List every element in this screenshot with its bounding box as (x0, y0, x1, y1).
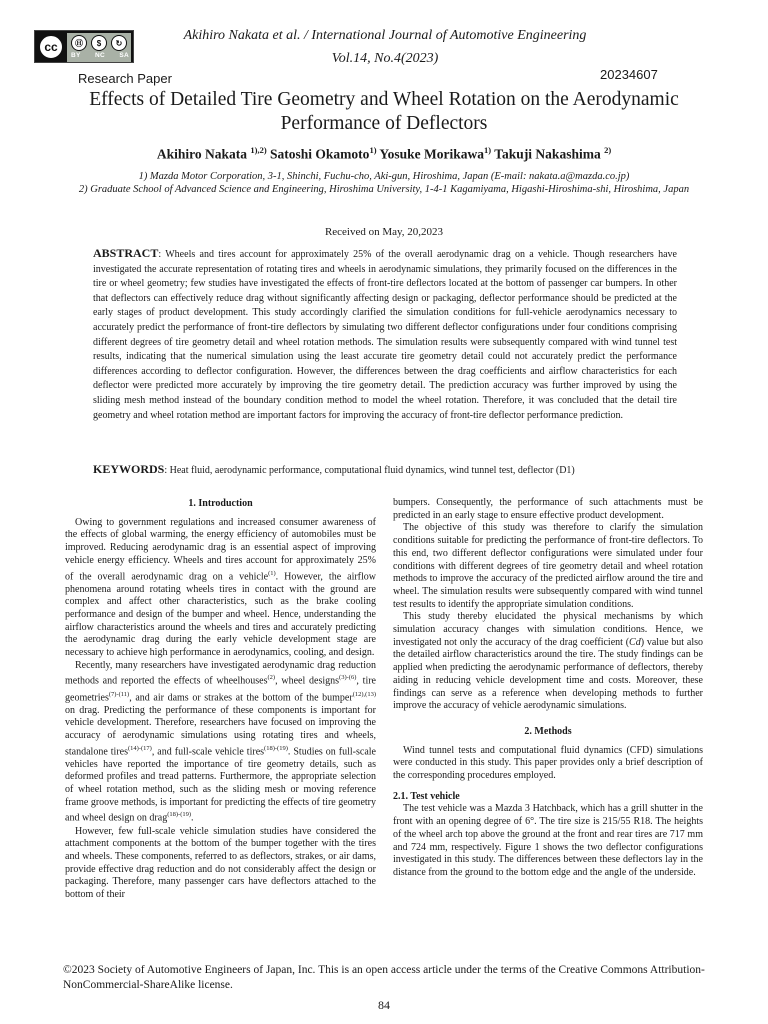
citation: (12),(13) (352, 690, 376, 698)
text-run: . However, the airflow phenomena around rotating wheels tires in contact with the ground are complex and affect other characteristics, such as the brake cooling performance and design of the bumper and wheel. Hence, understanding the airflow characteristics around the wheels and tires and accurately predicting the aerodynamic drag during the early vehicle development stage are necessary to achieve high performance in aerodynamics, cooling, and design. (65, 570, 377, 659)
license-code-sa: SA (119, 52, 129, 59)
spacer (393, 783, 703, 791)
text-run: . Studies on full-scale vehicles have reported the importance of tire geometry details, such as deformed profiles and tread patterns. Furthermore, the appropriate selection of wheel rotation method, such as the sliding mesh or moving reference frame groove methods, is important for predicting the effects of tire geometry and wheel design on drag (65, 745, 376, 824)
text-run: , tire geometries (65, 675, 376, 703)
abstract-text: : Wheels and tires account for approximately 25% of the overall aerodynamic drag on a vehicle. Though researchers have investigated the accurate representation of rotating tires and wheels in aerodynamic simulations, they primarily focused on the differences in the tire or wheel geometry; few studies have investigated the effects of front-tire deflectors located at the bottom of passenger car bumpers. In other that deflectors can effectively reduce drag without significantly affecting design or packaging, deflector performance should be predicted at the early stages of product development. This study accordingly clarified the simulation conditions for full-vehicle aerodynamics necessary to accurately predict the performance of front-tire deflectors by simulating two different deflector configurations under four conditions comprising different degrees of tire geometry detail and wheel rotation methods. The simulation results were subsequently compared with wind tunnel test results, indicating that the numerical simulation using the least accurate tire geometry detail could not accurately predict the performance differences according to deflector configuration. However, the differences between the drag coefficients and airflow characteristics for each deflector were predicted more accurately by improving the tire geometry detail. The prediction accuracy was further improved by using the sliding mesh method instead of the boundary condition method to model the wheel rotation. Therefore, it was concluded that the detail tire geometry and wheel rotation method are important factors for improving the accuracy of front-tire deflector performance prediction. (93, 249, 677, 421)
text-run: on drag. Predicting the performance of these components is important for vehicle development. Therefore, researchers have focused on improving the accuracy of aerodynamic simulations using rotating tires and wheels, standalone tires (65, 704, 376, 757)
affiliations (60, 170, 708, 196)
math-symbol: Cd (629, 636, 641, 648)
text-run: Owing to government regulations and increased consumer awareness of the effects of global warming, the energy efficiency of automobiles must be improved. Reducing aerodynamic drag is an essential aspect of improving vehicle energy efficiency. Wheels and tires account for approximately 25% of the overall aerodynamic drag on a vehicle (65, 516, 376, 582)
author-name: Akihiro Nakata (156, 146, 247, 162)
paragraph: Wind tunnel tests and computational fluid dynamics (CFD) simulations were conducted in this study. This paper provides only a brief description of the corresponding procedures employed. (393, 744, 703, 782)
affiliation-1: 1) Mazda Motor Corporation, 3-1, Shinchi, Fuchu-cho, Aki-gun, Hiroshima, Japan (E-mail: nakata.a@mazda.co.jp) (138, 171, 630, 182)
paragraph: bumpers. Consequently, the performance of such attachments must be predicted in an early stage to ensure effective product development. (393, 497, 703, 521)
text-run: , and air dams or strakes at the bottom of the bumper (129, 691, 353, 703)
author-affiliation-mark: 1) (484, 145, 492, 155)
keywords-label: KEYWORDS (93, 462, 165, 476)
section-heading-methods: 2. Methods (524, 725, 572, 737)
author-list (40, 145, 728, 163)
cc-license-badge (34, 30, 134, 63)
journal-running-head: Akihiro Nakata et al. / International Journal of Automotive Engineering (183, 28, 587, 43)
paragraph (65, 517, 376, 660)
author-name: Satoshi Okamoto (270, 146, 370, 162)
section-heading-introduction: 1. Introduction (188, 498, 253, 509)
received-date: Received on May, 20,2023 (324, 226, 444, 238)
right-column (393, 497, 703, 880)
keywords (93, 462, 677, 477)
license-code-nc: NC (95, 52, 105, 59)
text-run: ) value but also the detailed airflow characteristics around the tire. The study findings can be applied when predicting the aerodynamic performance of deflectors, thereby aiding in reducing vehicle development time and costs. Moreover, these findings can serve as a reference when developing methods to further improve the accuracy of vehicle aerodynamic simulations. (393, 636, 703, 712)
abstract (93, 246, 677, 423)
paper-number: 20234607 (600, 67, 658, 82)
citation: (1) (268, 569, 276, 577)
text-run: . (191, 812, 194, 824)
affiliation-2: 2) Graduate School of Advanced Science and Engineering, Hiroshima University, 1-4-1 Kagamiyama, Higashi-Hiroshima-shi, Hiroshima, Japan (78, 184, 690, 195)
abstract-label: ABSTRACT (93, 246, 159, 260)
noncommercial-icon: $ (91, 35, 107, 51)
attribution-icon: Ⓗ (71, 35, 87, 51)
license-code-by: BY (71, 52, 81, 59)
page-number: 84 (378, 998, 390, 1012)
citation: (3)-(6) (339, 674, 357, 682)
paragraph (393, 611, 703, 713)
author-affiliation-mark: 1),2) (250, 145, 267, 155)
journal-volume: Vol.14, No.4(2023) (331, 51, 439, 66)
citation: (18)-(19) (264, 744, 288, 752)
paragraph: The objective of this study was therefore to clarify the simulation conditions suitable for predicting the performance of front-tire deflectors. To this end, two different deflector configurations were simulated under four conditions with different degrees of tire geometry detail and wheel rotation methods to improve the accuracy of the predicted airflow around the tire and wheel. The simulation results were subsequently compared with wind tunnel test results to identify the appropriate simulation conditions. (393, 522, 703, 610)
author-name: Takuji Nakashima (494, 146, 601, 162)
subsection-heading-test-vehicle: 2.1. Test vehicle (393, 790, 460, 802)
copyright-notice: ©2023 Society of Automotive Engineers of Japan, Inc. This is an open access article under the terms of the Creative Commons Attribution-NonCommercial-ShareAlike license. (63, 964, 705, 991)
paper-title: Effects of Detailed Tire Geometry and Wheel Rotation on the Aerodynamic Performance of Deflectors (89, 89, 679, 134)
paper-type: Research Paper (78, 71, 172, 86)
citation: (2) (267, 674, 276, 682)
author-affiliation-mark: 2) (604, 145, 612, 155)
text-run: , wheel designs (275, 675, 340, 687)
keywords-text: : Heat fluid, aerodynamic performance, computational fluid dynamics, wind tunnel test, deflector (D1) (164, 465, 575, 476)
text-run: , and full-scale vehicle tires (151, 745, 265, 757)
creative-commons-icon: cc (38, 34, 64, 60)
citation: (18)-(19) (167, 811, 192, 819)
paragraph: The test vehicle was a Mazda 3 Hatchback, which has a grill shutter in the front with an opening degree of 6°. The tire size is 215/55 R18. The heights of the wheel arch top above the ground at the front and rear tires are 717 mm and 724 mm, respectively. Figure 1 shows the two deflector configurations investigated in this study. The differences between these deflectors lay in the distance from the ground to the bottom edge and the angle of the underside. (393, 803, 703, 878)
paragraph (65, 660, 376, 826)
citation: (14)-(17) (127, 744, 152, 752)
license-codes (71, 52, 129, 59)
citation: (7)-(11) (108, 690, 130, 698)
left-column (65, 498, 376, 902)
license-icons (71, 35, 127, 51)
text-run: This study thereby elucidated the physical mechanisms by which simulation accuracy changes with simulation conditions. Hence, we investigated not only the accuracy of the drag coefficient ( (393, 611, 703, 648)
author-name: Yosuke Morikawa (379, 146, 485, 162)
sharealike-icon: ↻ (111, 35, 127, 51)
author-affiliation-mark: 1) (369, 145, 377, 155)
paragraph: However, few full-scale vehicle simulation studies have considered the attachment components at the bottom of the bumper together with the tires and wheels. These components, referred to as deflectors, strakes, or air dams, provide effective drag reduction and do not considerably affect the design or packaging. Therefore, many passenger cars have deflectors attached to the bottom of their (65, 825, 376, 901)
text-run: Recently, many researchers have investigated aerodynamic drag reduction methods and reported the effects of wheelhouses (65, 659, 376, 687)
spacer (393, 713, 703, 726)
